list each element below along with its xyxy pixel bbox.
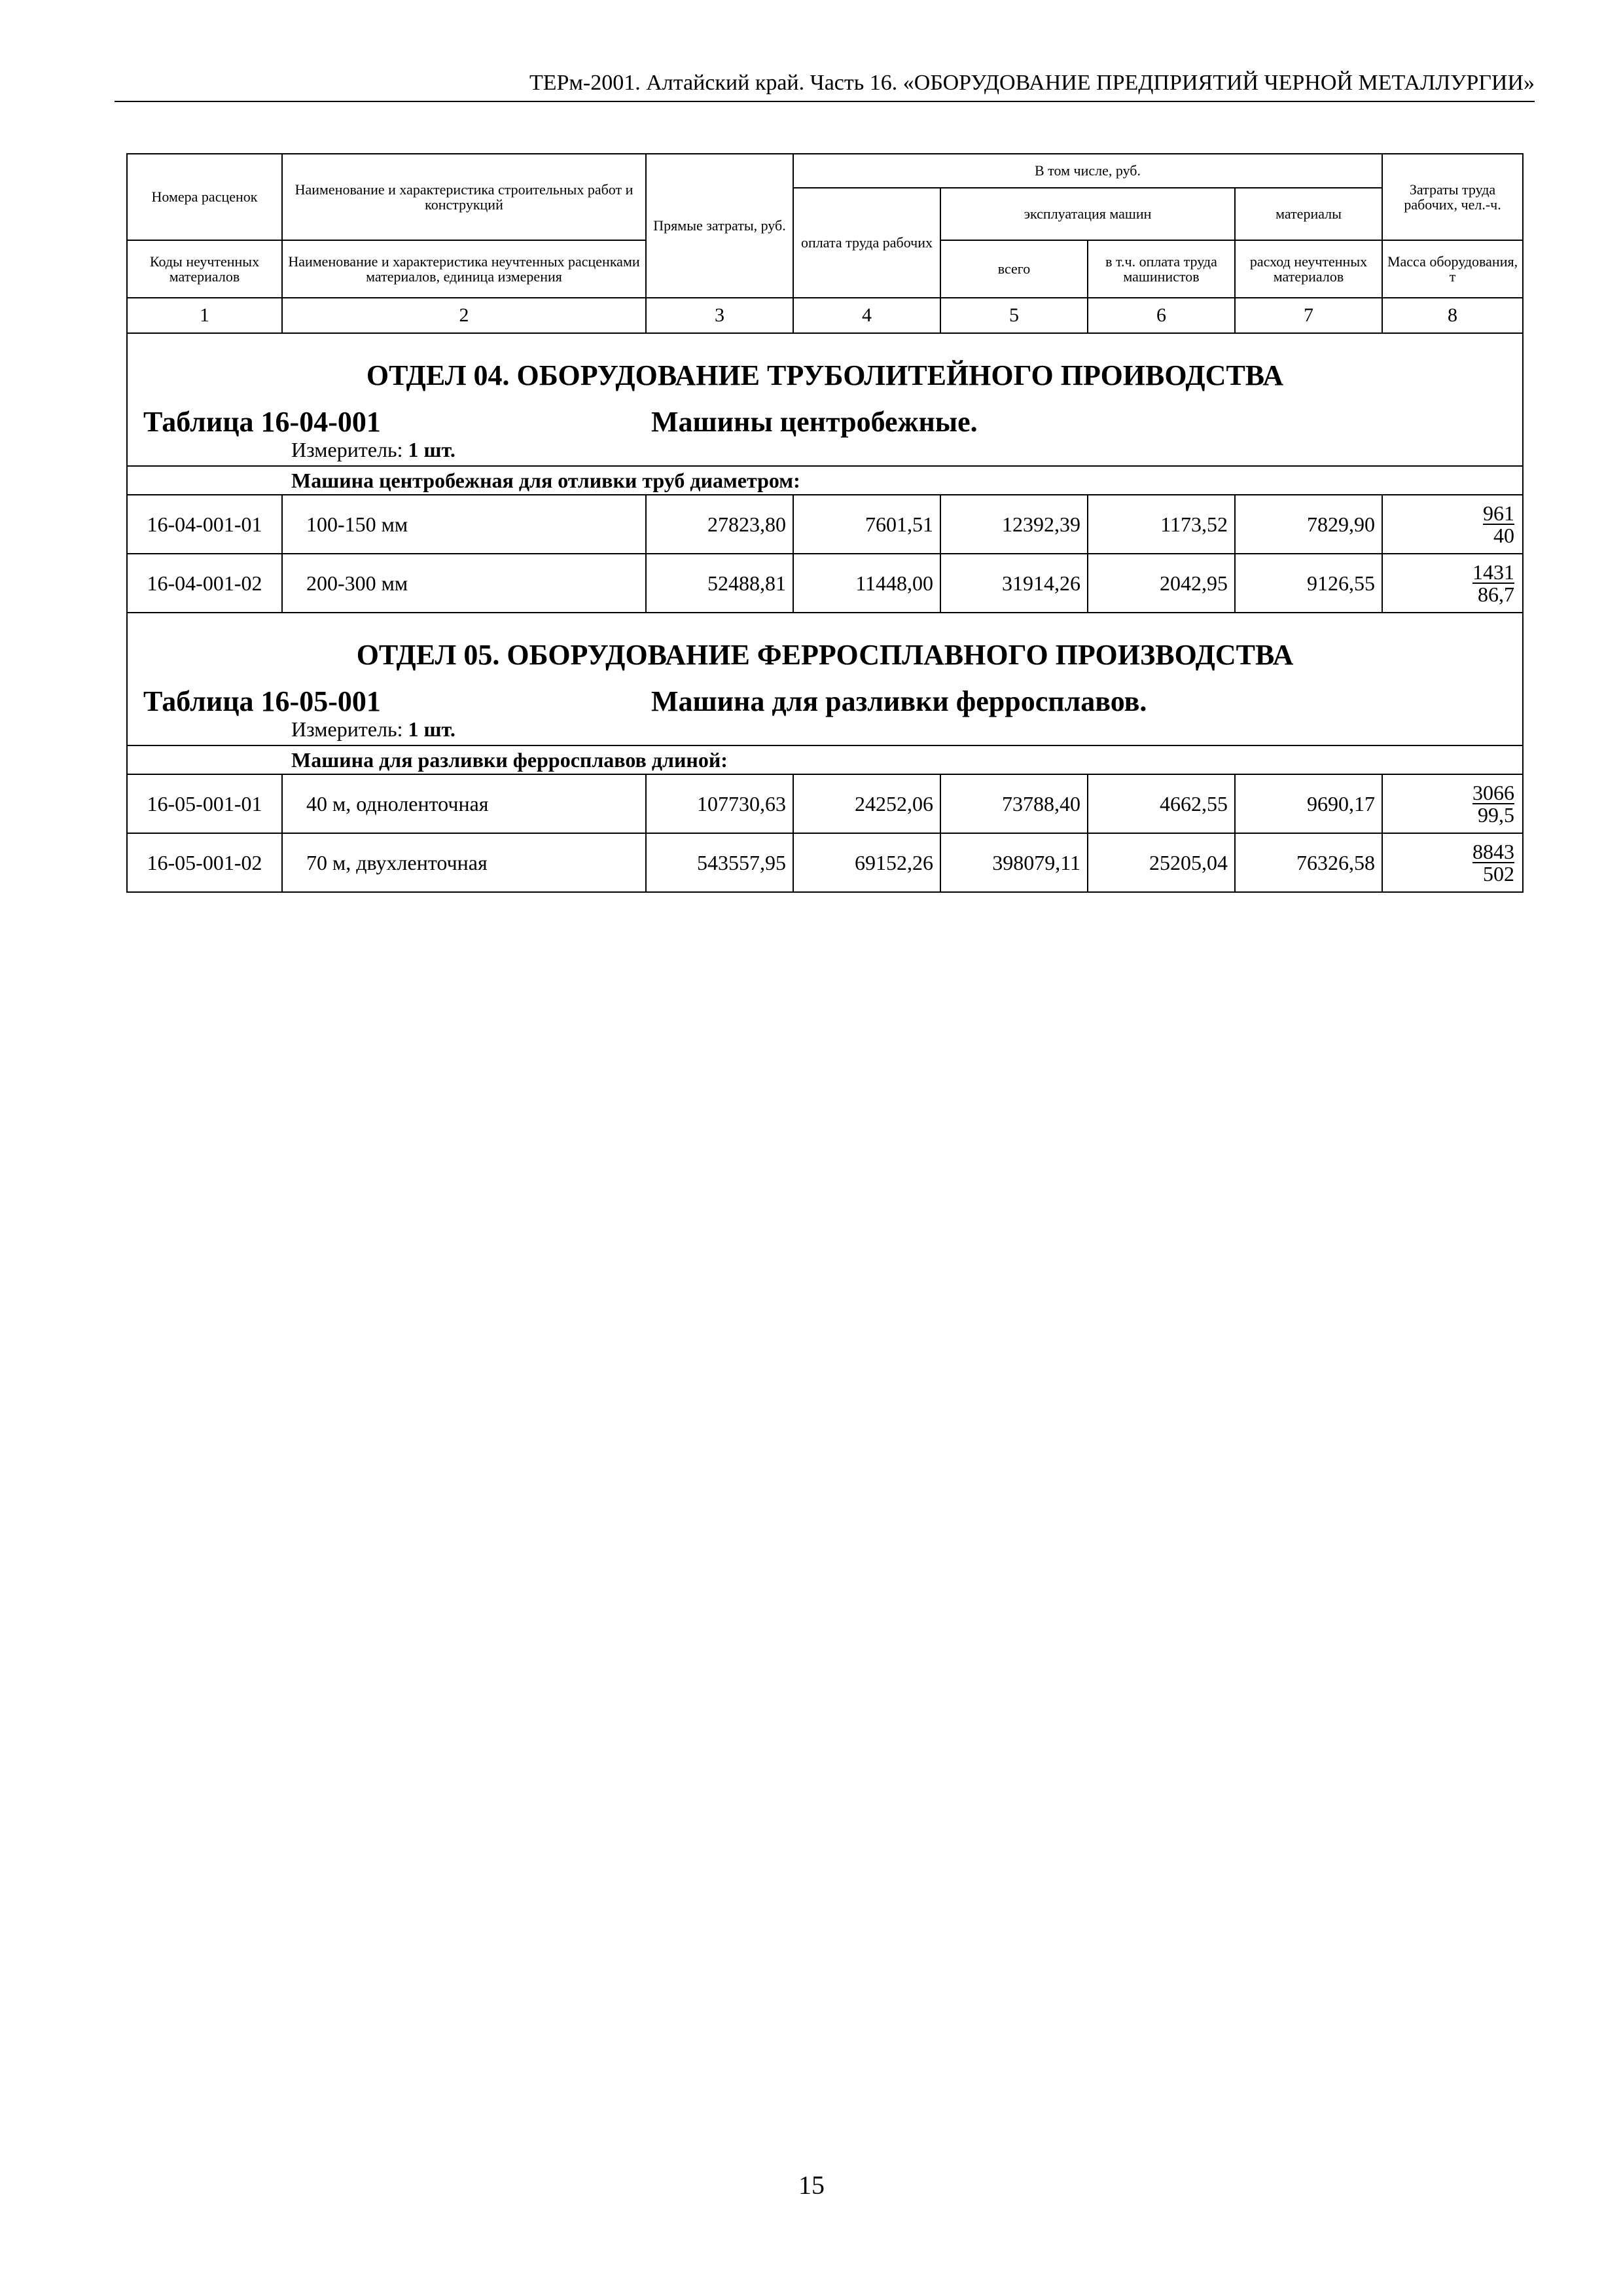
worker-pay: 24252,06 bbox=[793, 774, 940, 833]
column-number: 5 bbox=[940, 298, 1088, 333]
measure-label: Измеритель: bbox=[291, 717, 403, 741]
materials-cost: 9690,17 bbox=[1235, 774, 1382, 833]
machines-total: 12392,39 bbox=[940, 495, 1088, 554]
table-row bbox=[127, 774, 1523, 833]
header-machines: эксплуатация машин bbox=[940, 188, 1235, 240]
worker-pay: 69152,26 bbox=[793, 833, 940, 892]
column-number: 8 bbox=[1382, 298, 1523, 333]
measure-line bbox=[127, 438, 1523, 466]
table-label: Таблица 16-04-001 bbox=[143, 406, 381, 438]
rate-code: 16-04-001-02 bbox=[127, 554, 282, 613]
table-row bbox=[127, 833, 1523, 892]
measure-line bbox=[127, 717, 1523, 745]
page-number: 15 bbox=[798, 2170, 825, 2200]
direct-costs: 107730,63 bbox=[646, 774, 793, 833]
header-including: В том числе, руб. bbox=[793, 154, 1382, 188]
header-material-codes: Коды неучтенных материалов bbox=[127, 240, 282, 298]
measure-label: Измеритель: bbox=[291, 438, 403, 461]
worker-pay: 7601,51 bbox=[793, 495, 940, 554]
rate-name: 40 м, одноленточная bbox=[282, 774, 646, 833]
measure-value: 1 шт. bbox=[408, 438, 455, 461]
operators-pay: 2042,95 bbox=[1088, 554, 1235, 613]
table-label: Таблица 16-05-001 bbox=[143, 685, 381, 717]
rate-name: 70 м, двухленточная bbox=[282, 833, 646, 892]
operators-pay: 1173,52 bbox=[1088, 495, 1235, 554]
header-rate-numbers: Номера расценок bbox=[127, 154, 282, 240]
header-direct-costs: Прямые затраты, руб. bbox=[646, 154, 793, 298]
equipment-mass: 40 bbox=[1493, 524, 1515, 547]
rate-code: 16-04-001-01 bbox=[127, 495, 282, 554]
labor-hours: 1431 bbox=[1472, 560, 1515, 584]
header-materials: материалы bbox=[1235, 188, 1382, 240]
header-operators-pay: в т.ч. оплата труда машинистов bbox=[1088, 240, 1235, 298]
rates-table bbox=[126, 153, 1524, 893]
table-name: Машины центробежные. bbox=[651, 406, 978, 438]
table-row bbox=[127, 495, 1523, 554]
operators-pay: 4662,55 bbox=[1088, 774, 1235, 833]
column-number: 6 bbox=[1088, 298, 1235, 333]
subsection-title: Машина для разливки ферросплавов длиной: bbox=[127, 745, 1523, 774]
equipment-mass: 86,7 bbox=[1478, 583, 1515, 606]
rate-name: 100-150 мм bbox=[282, 495, 646, 554]
operators-pay: 25205,04 bbox=[1088, 833, 1235, 892]
section-title: ОТДЕЛ 05. ОБОРУДОВАНИЕ ФЕРРОСПЛАВНОГО ПРОИЗВОДСТВА bbox=[127, 613, 1523, 672]
measure-value: 1 шт. bbox=[408, 717, 455, 741]
direct-costs: 543557,95 bbox=[646, 833, 793, 892]
materials-cost: 76326,58 bbox=[1235, 833, 1382, 892]
machines-total: 398079,11 bbox=[940, 833, 1088, 892]
subsection-title: Машина центробежная для отливки труб диаметром: bbox=[127, 466, 1523, 495]
materials-cost: 9126,55 bbox=[1235, 554, 1382, 613]
machines-total: 73788,40 bbox=[940, 774, 1088, 833]
header-equipment-mass: Масса оборудования, т bbox=[1382, 240, 1523, 298]
header-material-consumption: расход неучтенных материалов bbox=[1235, 240, 1382, 298]
labor-hours: 8843 bbox=[1472, 840, 1515, 863]
rate-name: 200-300 мм bbox=[282, 554, 646, 613]
section-title: ОТДЕЛ 04. ОБОРУДОВАНИЕ ТРУБОЛИТЕЙНОГО ПРОИВОДСТВА bbox=[127, 333, 1523, 392]
labor-hours: 3066 bbox=[1472, 781, 1515, 804]
column-number: 3 bbox=[646, 298, 793, 333]
labor-hours: 961 bbox=[1483, 501, 1515, 525]
direct-costs: 52488,81 bbox=[646, 554, 793, 613]
column-number: 1 bbox=[127, 298, 282, 333]
header-machines-total: всего bbox=[940, 240, 1088, 298]
rate-code: 16-05-001-01 bbox=[127, 774, 282, 833]
running-title: ТЕРм-2001. Алтайский край. Часть 16. «ОБОРУДОВАНИЕ ПРЕДПРИЯТИЙ ЧЕРНОЙ МЕТАЛЛУРГИИ» bbox=[115, 71, 1535, 102]
materials-cost: 7829,90 bbox=[1235, 495, 1382, 554]
machines-total: 31914,26 bbox=[940, 554, 1088, 613]
direct-costs: 27823,80 bbox=[646, 495, 793, 554]
header-labor-hours: Затраты труда рабочих, чел.-ч. bbox=[1382, 154, 1523, 240]
equipment-mass: 502 bbox=[1483, 862, 1515, 886]
header-material-names: Наименование и характеристика неучтенных расценками материалов, единица измерения bbox=[282, 240, 646, 298]
column-number: 2 bbox=[282, 298, 646, 333]
column-number: 7 bbox=[1235, 298, 1382, 333]
equipment-mass: 99,5 bbox=[1478, 803, 1515, 827]
column-number: 4 bbox=[793, 298, 940, 333]
table-name: Машина для разливки ферросплавов. bbox=[651, 685, 1147, 717]
header-worker-pay: оплата труда рабочих bbox=[793, 188, 940, 298]
header-work-name: Наименование и характеристика строительных работ и конструкций bbox=[282, 154, 646, 240]
rate-code: 16-05-001-02 bbox=[127, 833, 282, 892]
table-row bbox=[127, 554, 1523, 613]
worker-pay: 11448,00 bbox=[793, 554, 940, 613]
